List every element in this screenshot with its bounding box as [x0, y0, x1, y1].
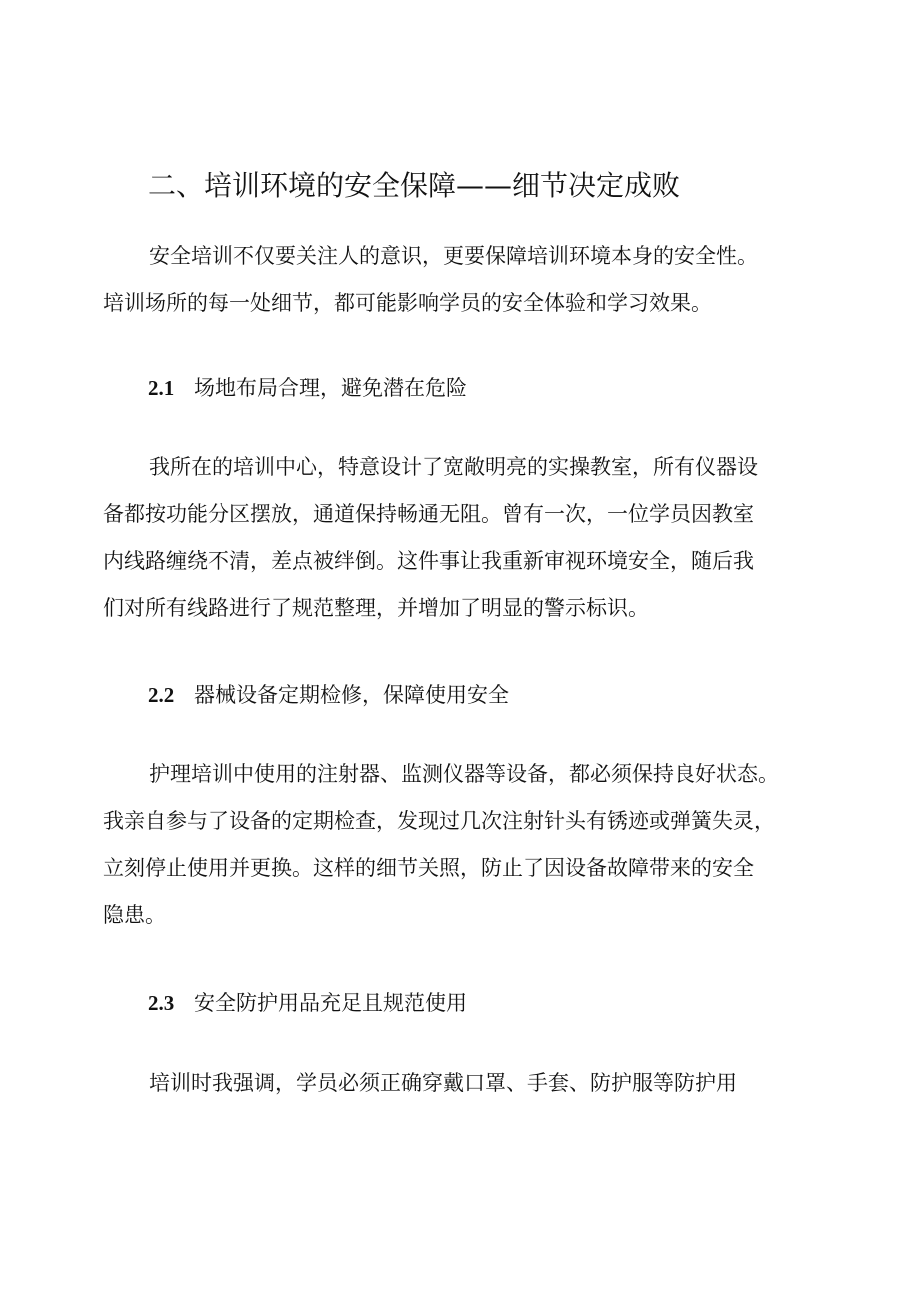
paragraph-line: 培训时我强调，学员必须正确穿戴口罩、手套、防护服等防护用	[149, 1071, 737, 1095]
paragraph-line: 我所在的培训中心，特意设计了宽敞明亮的实操教室，所有仪器设	[149, 455, 758, 479]
paragraph-line: 培训场所的每一处细节，都可能影响学员的安全体验和学习效果。	[103, 291, 712, 315]
subsection-number: 2.3	[148, 991, 175, 1015]
paragraph-line: 隐患。	[103, 903, 166, 927]
subsection-heading-2-1	[148, 368, 467, 408]
paragraph-line: 们对所有线路进行了规范整理，并增加了明显的警示标识。	[103, 596, 649, 620]
subsection-2-3-paragraph	[103, 1060, 823, 1107]
subsection-2-1-paragraph	[103, 444, 823, 632]
subsection-title: 场地布局合理，避免潜在危险	[194, 376, 467, 400]
subsection-number: 2.2	[148, 683, 175, 707]
paragraph-line: 安全培训不仅要关注人的意识，更要保障培训环境本身的安全性。	[149, 244, 758, 268]
paragraph-line: 护理培训中使用的注射器、监测仪器等设备，都必须保持良好状态。	[149, 762, 779, 786]
subsection-number: 2.1	[148, 376, 175, 400]
subsection-heading-2-2	[148, 675, 509, 715]
intro-paragraph	[103, 233, 823, 327]
subsection-2-2-paragraph	[103, 751, 823, 939]
section-title: 二、培训环境的安全保障——细节决定成败	[148, 169, 681, 202]
subsection-title: 器械设备定期检修，保障使用安全	[194, 683, 509, 707]
paragraph-line: 内线路缠绕不清，差点被绊倒。这件事让我重新审视环境安全，随后我	[103, 549, 754, 573]
paragraph-line: 备都按功能分区摆放，通道保持畅通无阻。曾有一次，一位学员因教室	[103, 502, 754, 526]
subsection-title: 安全防护用品充足且规范使用	[194, 991, 467, 1015]
subsection-heading-2-3	[148, 983, 467, 1023]
paragraph-line: 立刻停止使用并更换。这样的细节关照，防止了因设备故障带来的安全	[103, 856, 754, 880]
paragraph-line: 我亲自参与了设备的定期检查，发现过几次注射针头有锈迹或弹簧失灵，	[103, 809, 775, 833]
